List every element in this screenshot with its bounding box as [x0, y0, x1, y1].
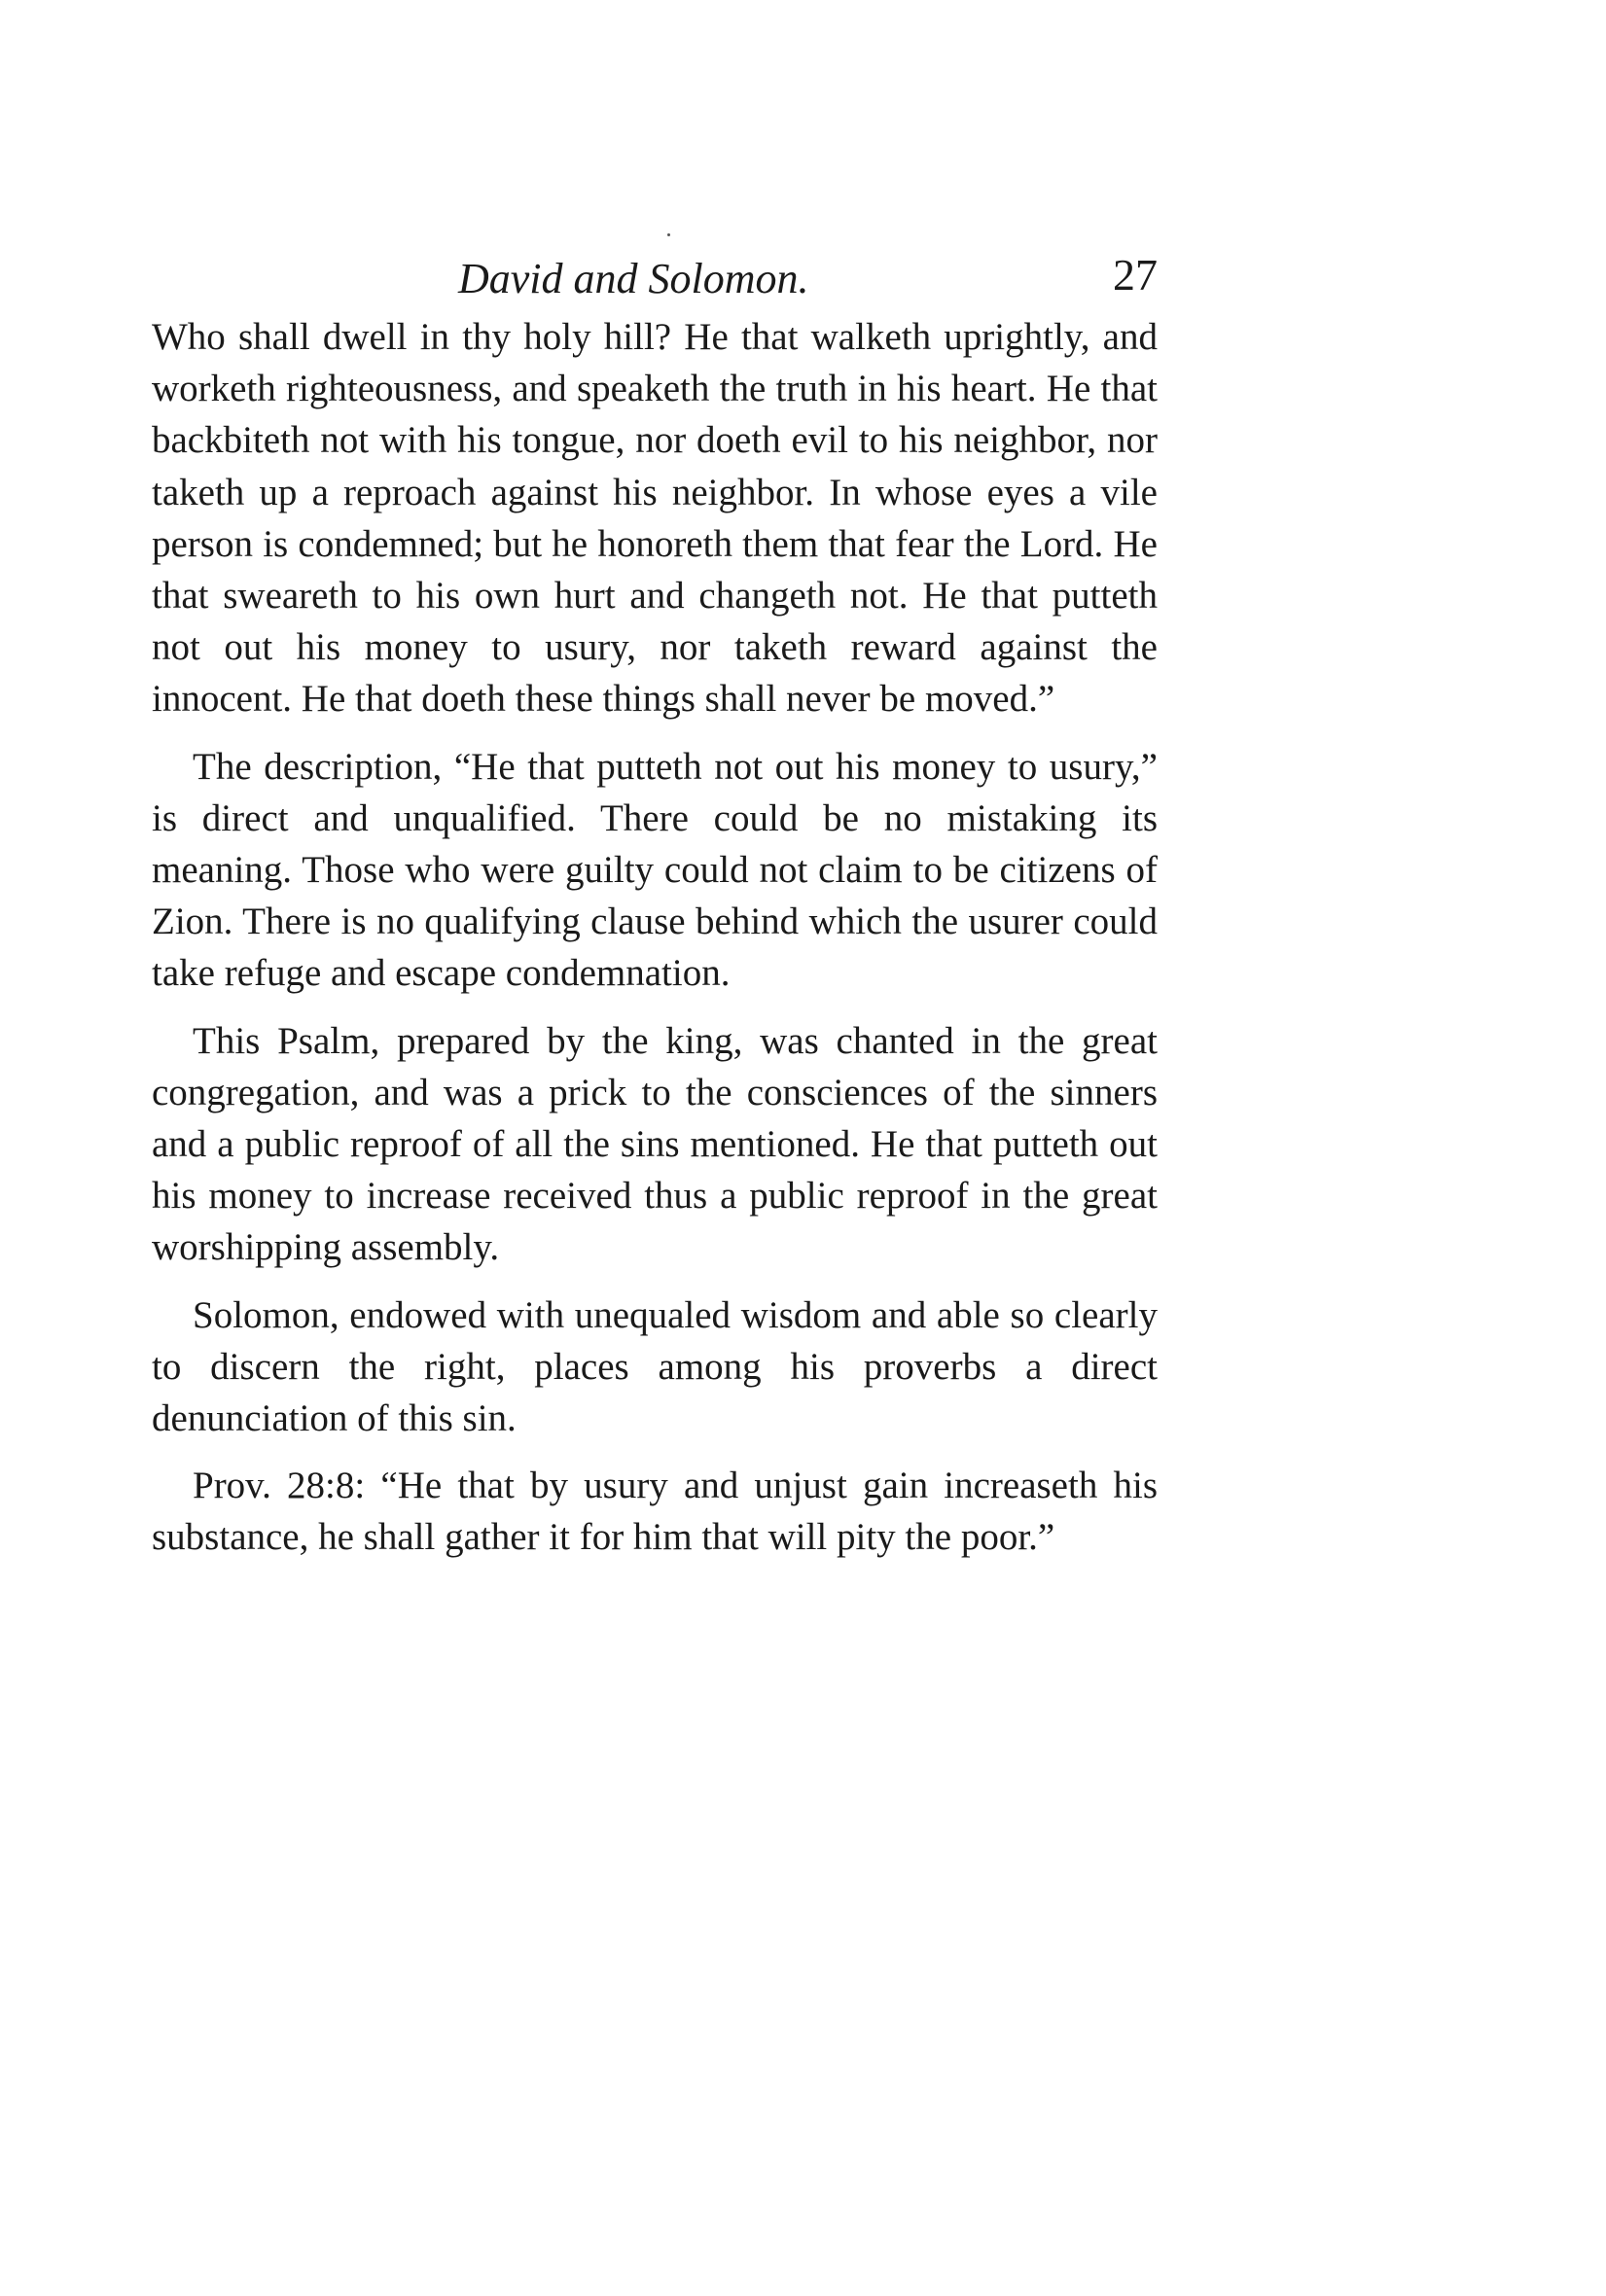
running-title: David and Solomon. [458, 255, 809, 302]
body-text [152, 311, 1158, 1579]
paragraph-psalm-quote: Who shall dwell in thy holy hill? He that walketh uprightly, and worketh righteousness, and speaketh the truth in his heart. He that backbiteth not with his tongue, nor doeth evil to his neighbor, nor taketh up a reproach against his neighbor. In whose eyes a vile person is condemned; but he honoreth them that fear the Lord. He that sweareth to his own hurt and changeth not. He that putteth not out his money to usury, nor taketh reward against the innocent. He that doeth these things shall never be moved.” [152, 316, 1158, 721]
paragraph-solomon: Solomon, endowed with unequaled wisdom and able so clearly to discern the right, places among his proverbs a direct denunciation of this sin. [152, 1293, 1158, 1440]
paragraph-description: The description, “He that putteth not out his money to usury,” is direct and unqualified. There could be no mistaking its meaning. Those who were guilty could not claim to be citizens of Zion. There is no qualifying clause behind which the usurer could take refuge and escape condemnation. [152, 745, 1158, 995]
paragraph-psalm-chanted: This Psalm, prepared by the king, was chanted in the great congregation, and was a prick to the consciences of the sinners and a public reproof of all the sins mentioned. He that putteth out his money to increase received thus a public reproof in the great worshipping assembly. [152, 1019, 1158, 1269]
paragraph-proverbs-quote: Prov. 28:8: “He that by usury and unjust gain increaseth his substance, he shall gather it for him that will pity the poor.” [152, 1465, 1158, 1559]
page-header [152, 243, 1158, 311]
print-speck [667, 233, 670, 236]
page-number: 27 [1113, 250, 1158, 300]
